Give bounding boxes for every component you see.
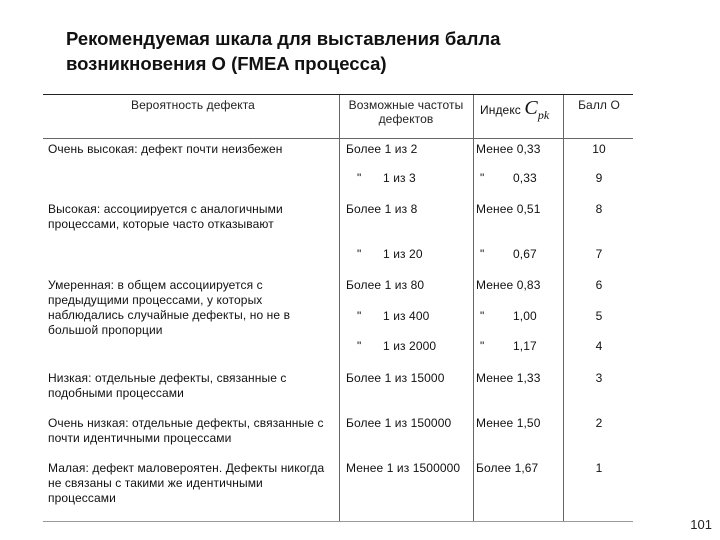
title-line-1: Рекомендуемая шкала для выставления балла <box>66 28 501 49</box>
title-line-2: возникновения О (FMEA процесса) <box>66 53 387 74</box>
ditto-mark: " <box>357 309 362 323</box>
probability-text: наблюдались случайные дефекты, но не в <box>48 308 291 322</box>
frequency-value: Более 1 из 15000 <box>346 371 445 385</box>
score-value: 1 <box>595 461 603 475</box>
score-value: 2 <box>595 416 603 430</box>
index-value: 1,00 <box>513 309 537 323</box>
frequency-value: 1 из 2000 <box>383 339 437 353</box>
frequency-value: 1 из 3 <box>383 171 416 185</box>
header-frequency: Возможные частоты дефектов <box>348 98 464 126</box>
column-divider <box>563 95 564 521</box>
ditto-mark: " <box>357 339 362 353</box>
probability-text: Очень низкая: отдельные дефекты, связанные с <box>48 416 324 430</box>
probability-text: подобными процессами <box>48 386 184 400</box>
index-value: Менее 1,50 <box>476 416 541 430</box>
index-value: 0,33 <box>513 171 537 185</box>
index-value: 0,67 <box>513 247 537 261</box>
frequency-value: 1 из 400 <box>383 309 430 323</box>
score-value: 3 <box>595 371 603 385</box>
header-index: Индекс $C_{pk}$ <box>480 97 550 122</box>
frequency-value: Менее 1 из 1500000 <box>346 461 461 475</box>
index-value: 1,17 <box>513 339 537 353</box>
header-divider <box>43 138 633 139</box>
score-value: 9 <box>595 171 603 185</box>
ditto-mark: " <box>480 309 485 323</box>
score-value: 5 <box>595 309 603 323</box>
index-value: Менее 0,51 <box>476 202 541 216</box>
frequency-value: Более 1 из 8 <box>346 202 418 216</box>
score-value: 6 <box>595 278 603 292</box>
probability-text: предыдущими процессами, у которых <box>48 293 263 307</box>
score-value: 7 <box>595 247 603 261</box>
score-value: 8 <box>595 202 603 216</box>
frequency-value: Более 1 из 150000 <box>346 416 452 430</box>
header-score: Балл О <box>578 98 620 112</box>
probability-text: большой пропорции <box>48 323 163 337</box>
ditto-mark: " <box>357 171 362 185</box>
probability-text: процессами, которые часто отказывают <box>48 217 274 231</box>
frequency-value: Более 1 из 80 <box>346 278 425 292</box>
score-value: 10 <box>592 142 606 156</box>
index-value: Менее 1,33 <box>476 371 541 385</box>
frequency-value: 1 из 20 <box>383 247 423 261</box>
probability-text: Высокая: ассоциируется с аналогичными <box>48 202 283 216</box>
slide-title <box>66 26 626 76</box>
probability-text: Низкая: отдельные дефекты, связанные с <box>48 371 287 385</box>
index-value: Менее 0,83 <box>476 278 541 292</box>
probability-text: Малая: дефект маловероятен. Дефекты никогда <box>48 461 325 475</box>
cpk-symbol: $C_{pk}$ <box>524 97 550 122</box>
score-value: 4 <box>595 339 603 353</box>
frequency-value: Более 1 из 2 <box>346 142 418 156</box>
index-value: Менее 0,33 <box>476 142 541 156</box>
column-divider <box>339 95 340 521</box>
fmea-occurrence-table <box>43 94 633 522</box>
probability-text: не связаны с такими же идентичными <box>48 476 263 490</box>
index-value: Более 1,67 <box>476 461 539 475</box>
probability-text: почти идентичными процессами <box>48 431 232 445</box>
ditto-mark: " <box>480 339 485 353</box>
ditto-mark: " <box>357 247 362 261</box>
page-number: 101 <box>690 517 712 532</box>
probability-text: Умеренная: в общем ассоциируется с <box>48 278 263 292</box>
ditto-mark: " <box>480 171 485 185</box>
header-probability: Вероятность дефекта <box>131 98 255 112</box>
probability-text: процессами <box>48 491 116 505</box>
probability-text: Очень высокая: дефект почти неизбежен <box>48 142 283 156</box>
column-divider <box>473 95 474 521</box>
ditto-mark: " <box>480 247 485 261</box>
